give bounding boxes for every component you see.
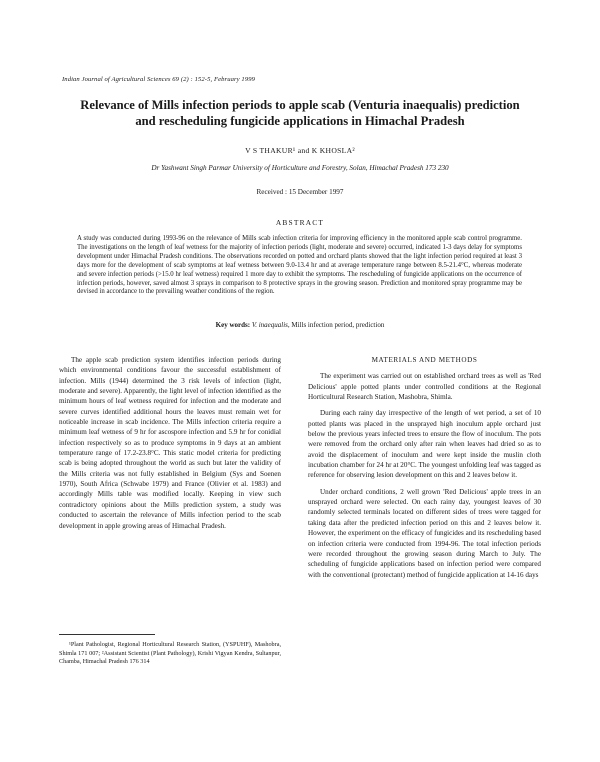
footnote-affiliations: ¹Plant Pathologist, Regional Horticultural Research Station, (YSPUHF), Mashobra, Shimla 171 007; ²Assistant Scientist (Plant Pathology), Krishi Vigyan Kendra, Sultanpur, Chamba, Himachal Pradesh 176 314 [59, 641, 281, 665]
author-affiliation: Dr Yashwant Singh Parmar University of Horticulture and Forestry, Solan, Himachal Pradesh 173 230 [151, 164, 449, 172]
footnote-rule [59, 634, 155, 635]
intro-paragraph: The apple scab prediction system identifies infection periods during which environmental conditions favour the successful establishment of infection. Mills (1944) determined the 3 risk levels of infection (light, moderate and severe). Apparently, the light level of infection identified as the minimum hours of leaf wetness required for infection and the moderate and severe curves identified additional hours the leaves must remain wet for noticeable increase in scab incidence. The Mills infection criteria require a minimum leaf wetness of 9 hr for ascospore infection and 5.9 hr for conidial infection respectively so as to produce symptoms in 9 days at an ambient temperature range of 17.2-23.8°C. This static model criteria for predicting scab is being adopted throughout the world as such but later the validity of the Mills criteria was not fully established in Belgium (Sys and Soenen 1970), South Africa (Schwabe 1979) and France (Olivier et al. 1983) and accordingly Mills table was modified locally. Keeping in view such contradictory opinions about the Mills prediction system, a study was conducted to ascertain the relevance of Mills infection period to the scab development in apple growing areas of Himachal Pradesh. [59, 356, 281, 530]
keywords-line [0, 321, 600, 329]
paper-title-line-1: Relevance of Mills infection periods to apple scab (Venturia inaequalis) prediction [80, 98, 520, 112]
abstract-heading: ABSTRACT [275, 218, 325, 227]
journal-citation: Indian Journal of Agricultural Sciences 69 (2) : 152-5, February 1999 [62, 76, 256, 83]
keywords-rest: Mills infection period, prediction [291, 321, 385, 329]
methods-heading: MATERIALS AND METHODS [371, 356, 478, 364]
keywords-species: V. inaequalis, [251, 321, 290, 329]
author-list: V S THAKUR¹ and K KHOSLA² [245, 146, 355, 155]
abstract-text: A study was conducted during 1993-96 on the relevance of Mills scab infection criteria for improving efficiency in the monitored apple scab control programme. The investigations on the length of leaf wetness for the majority of infection periods (light, moderate and severe) occurred, indicated 1-3 days delay for symptoms development under Himachal Pradesh conditions. The observations recorded on potted and orchard plants showed that the light infection period required at least 3 days more for the development of scab symptoms at leaf wetness between 9.0-13.4 hr and at average temperature range between 8.5-21.4°C, whereas moderate and severe infection periods (>15.0 hr leaf wetness) required 1 more day to exhibit the symptoms. The rescheduling of fungicide applications on the occurrence of infection periods, however, saved almost 3 sprays in comparison to 8 protective sprays in the growing season. Prediction and monitored spray programme may be devised in accordance to the prevailing weather conditions of the region. [77, 235, 522, 296]
paper-title-line-2: and rescheduling fungicide applications in Himachal Pradesh [135, 114, 465, 128]
left-column [59, 355, 281, 531]
methods-paragraph-3: Under orchard conditions, 2 well grown 'Red Delicious' apple trees in an unsprayed orchard were selected. On each rainy day, youngest leaves of 30 randomly selected terminals located on different sides of trees were tagged for taking data after the predicted infection period on this and 2 leaves below it. However, the experiment on the efficacy of fungicides and its rescheduling based on infection criteria were conducted from 1994-96. The total infection periods were recorded throughout the growing season during March to July. The scheduling of fungicide applications based on infection period were compared with the conventional (protectant) method of fungicide application at 14-16 days [308, 487, 541, 579]
footnotes [59, 641, 281, 667]
right-column [308, 355, 541, 580]
methods-paragraph-1: The experiment was carried out on established orchard trees as well as 'Red Delicious' apple potted plants under controlled conditions at the Regional Horticultural Research Station, Mashobra, Shimla. [308, 372, 541, 402]
keywords-label: Key words: [215, 321, 251, 329]
received-date: Received : 15 December 1997 [256, 188, 344, 196]
methods-paragraph-2: During each rainy day irrespective of the length of wet period, a set of 10 potted plants was placed in the unsprayed high inoculum apple orchard just below the previous years infected trees to ensure the flow of inoculum. The pots were removed from the orchard only after rain when leaves had dried so as to avoid the displacement of inoculum and were kept inside the muslin cloth incubation chamber for 24 hr at 20°C. The youngest unfolding leaf was tagged as reference for observing lesion development on this and 2 leaves below it. [308, 409, 541, 480]
